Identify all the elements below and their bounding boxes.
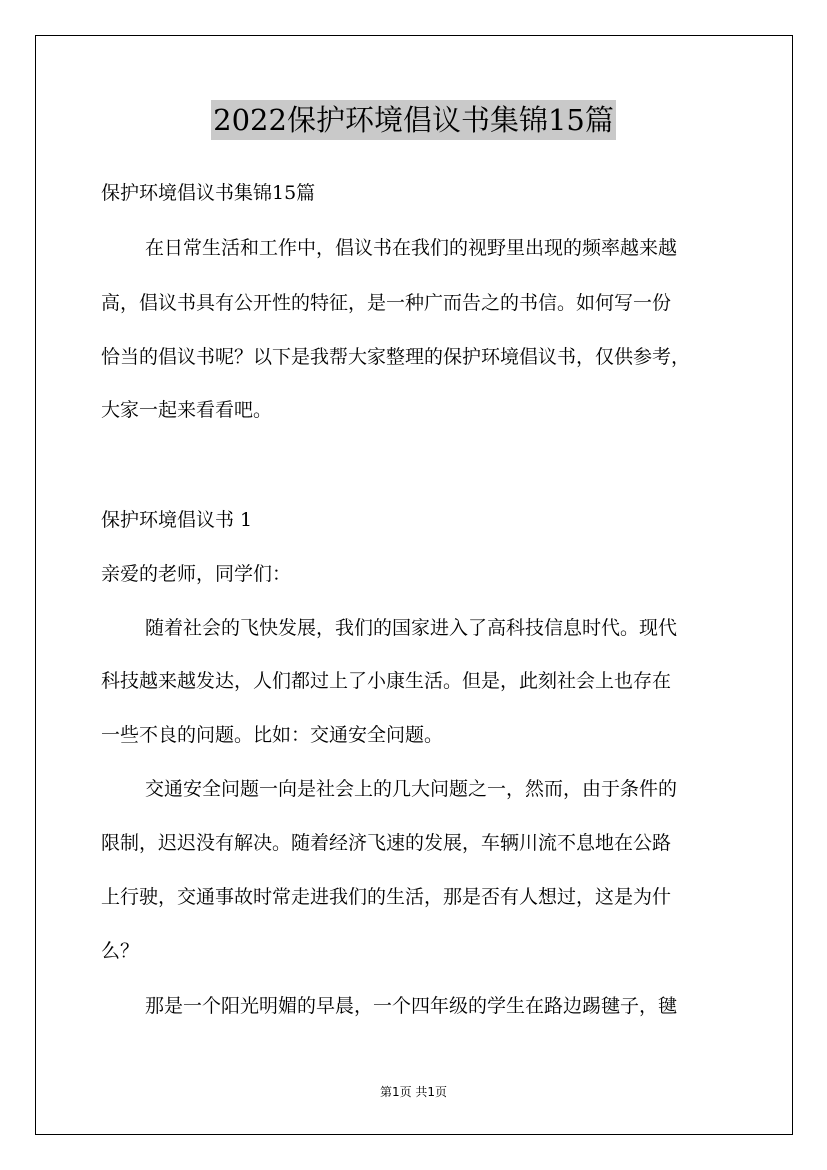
- intro-line: 恰当的倡议书呢？以下是我帮大家整理的保护环境倡议书，仅供参考，: [101, 346, 691, 368]
- paragraph-line: 么？: [101, 940, 140, 962]
- paragraph-line: 限制，迟迟没有解决。随着经济飞速的发展，车辆川流不息地在公路: [101, 832, 672, 854]
- title-container: [0, 100, 827, 140]
- document-title: 2022保护环境倡议书集锦15篇: [211, 100, 616, 140]
- greeting: 亲爱的老师，同学们：: [101, 563, 292, 585]
- paragraph-line: 随着社会的飞快发展，我们的国家进入了高科技信息时代。现代: [145, 617, 678, 639]
- document-subtitle: 保护环境倡议书集锦15篇: [101, 182, 316, 204]
- section-heading: 保护环境倡议书 1: [101, 509, 253, 531]
- paragraph-line: 交通安全问题一向是社会上的几大问题之一，然而，由于条件的: [145, 778, 678, 800]
- intro-line: 大家一起来看看吧。: [101, 399, 273, 421]
- paragraph-line: 科技越来越发达，人们都过上了小康生活。但是，此刻社会上也存在: [101, 670, 672, 692]
- paragraph-line: 一些不良的问题。比如：交通安全问题。: [101, 724, 444, 746]
- intro-line: 高，倡议书具有公开性的特征，是一种广而告之的书信。如何写一份: [101, 292, 672, 314]
- paragraph-line: 那是一个阳光明媚的早晨，一个四年级的学生在路边踢毽子，毽: [145, 995, 678, 1017]
- intro-line: 在日常生活和工作中，倡议书在我们的视野里出现的频率越来越: [145, 237, 678, 259]
- paragraph-line: 上行驶，交通事故时常走进我们的生活，那是否有人想过，这是为什: [101, 886, 672, 908]
- page-number: 第1页 共1页: [379, 1085, 448, 1099]
